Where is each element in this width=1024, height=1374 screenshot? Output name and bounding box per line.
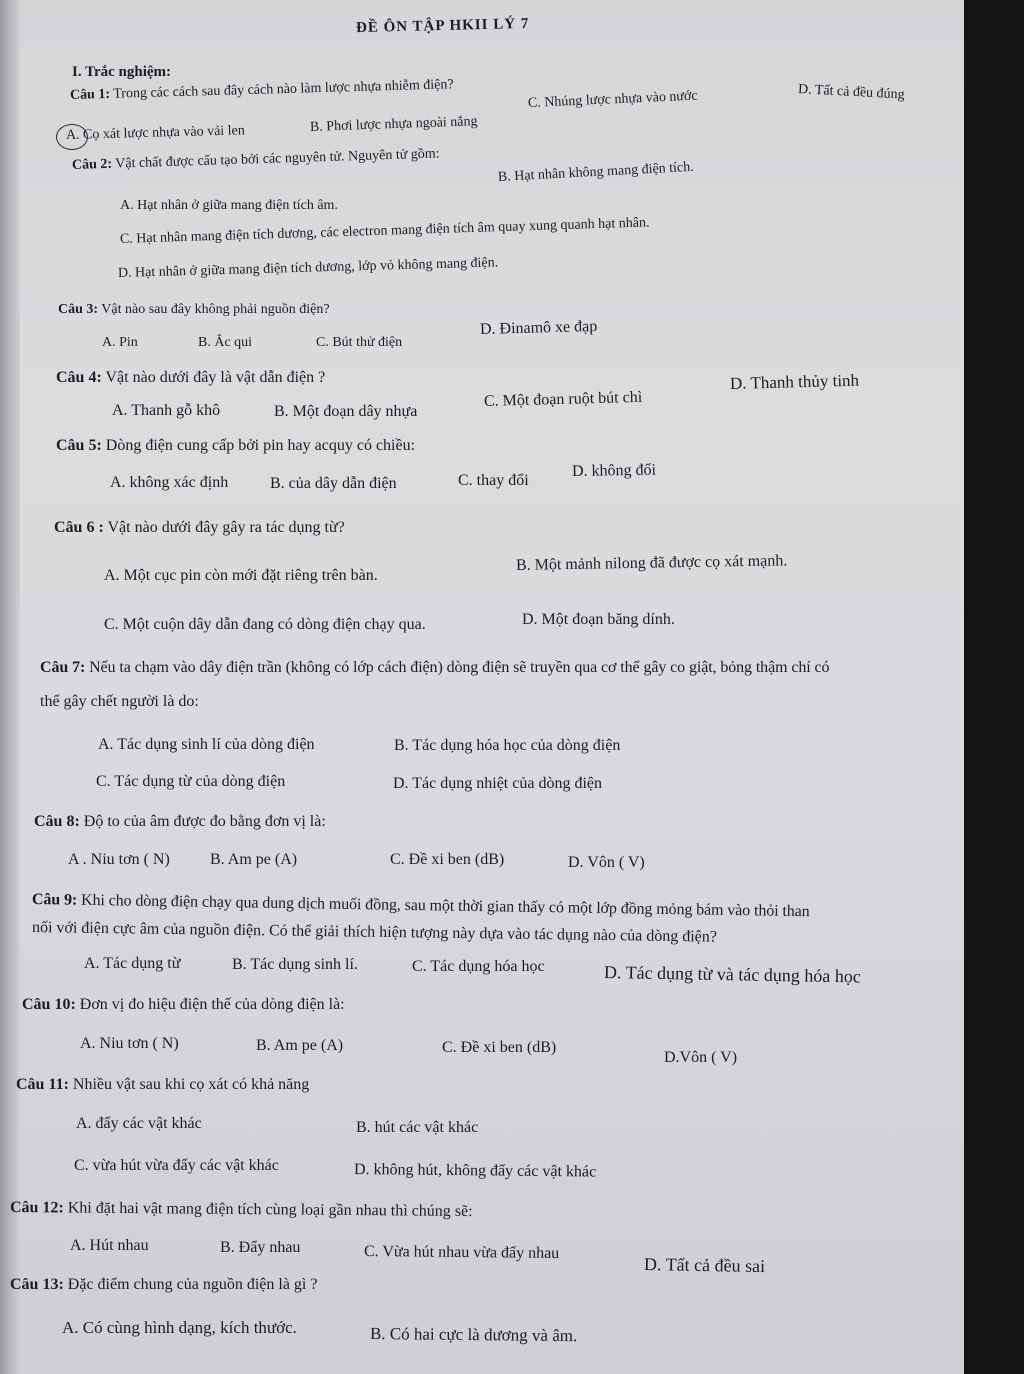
q10-option-d: D.Vôn ( V) <box>664 1049 738 1066</box>
q6-option-c: C. Một cuộn dây dẫn đang có dòng điện chạy qua. <box>104 616 426 633</box>
q12-option-c: C. Vừa hút nhau vừa đẩy nhau <box>363 1243 560 1263</box>
exam-title: ĐỀ ÔN TẬP HKII LÝ 7 <box>355 15 530 37</box>
question-1: Câu 1: Trong các cách sau đây cách nào làm lược nhựa nhiễm điện? <box>69 77 454 103</box>
question-7-continued: thể gây chết người là do: <box>40 693 199 710</box>
q4-option-c: C. Một đoạn ruột bút chì <box>483 388 643 410</box>
q9-option-a: A. Tác dụng từ <box>84 955 181 972</box>
question-7: Câu 7: Nếu ta chạm vào dây điện trần (không có lớp cách điện) dòng điện sẽ truyền qua cơ thể gây co giật, bỏng thậm chí có <box>40 659 830 676</box>
section-heading: I. Trắc nghiệm: <box>72 64 172 80</box>
q1-option-c: C. Nhúng lược nhựa vào nước <box>527 88 698 111</box>
question-3: Câu 3: Vật nào sau đây không phải nguồn điện? <box>58 302 330 317</box>
question-11: Câu 11: Nhiều vật sau khi cọ xát có khả năng <box>16 1076 310 1093</box>
q1-option-b: B. Phơi lược nhựa ngoài nắng <box>309 114 478 135</box>
q7-option-a: A. Tác dụng sinh lí của dòng điện <box>98 736 315 753</box>
q8-option-a: A . Niu tơn ( N) <box>68 851 170 868</box>
q9-option-b: B. Tác dụng sinh lí. <box>232 956 358 973</box>
q5-option-a: A. không xác định <box>110 474 229 491</box>
question-5: Câu 5: Dòng điện cung cấp bởi pin hay acquy có chiều: <box>56 437 416 454</box>
q7-option-c: C. Tác dụng từ của dòng điện <box>96 773 286 790</box>
q10-option-b: B. Am pe (A) <box>256 1037 344 1054</box>
question-9: Câu 9: Khi cho dòng điện chạy qua dung dịch muối đồng, sau một thời gian thấy có một lớp đồng mỏng bám vào thỏi than <box>31 891 810 921</box>
q8-option-b: B. Am pe (A) <box>210 851 298 868</box>
q6-option-a: A. Một cục pin còn mới đặt riêng trên bàn. <box>104 567 378 584</box>
q2-option-c: C. Hạt nhân mang điện tích dương, các electron mang điện tích âm quay xung quanh hạt nhân. <box>119 215 650 247</box>
q7-option-b: B. Tác dụng hóa học của dòng điện <box>394 737 621 754</box>
question-2: Câu 2: Vật chất được cấu tạo bởi các nguyên tử. Nguyên tử gồm: <box>71 146 440 173</box>
q11-option-a: A. đẩy các vật khác <box>76 1115 202 1132</box>
question-9-continued: nối với điện cực âm của nguồn điện. Có thể giải thích hiện tượng này dựa vào tác dụng nào của dòng điện? <box>31 919 718 946</box>
paper-edge-shadow <box>0 0 20 1374</box>
q4-option-a: A. Thanh gỗ khô <box>112 402 221 419</box>
q3-option-b: B. Ắc qui <box>198 335 253 350</box>
q10-option-c: C. Đề xi ben (dB) <box>442 1039 557 1056</box>
q3-option-a: A. Pin <box>102 335 138 350</box>
q10-option-a: A. Niu tơn ( N) <box>80 1035 179 1052</box>
q9-option-d: D. Tác dụng từ và tác dụng hóa học <box>603 962 861 987</box>
q7-option-d: D. Tác dụng nhiệt của dòng điện <box>393 775 602 792</box>
q8-option-d: D. Vôn ( V) <box>568 854 645 871</box>
q1-option-d: D. Tất cả đều đúng <box>797 82 905 103</box>
q9-option-c: C. Tác dụng hóa học <box>412 958 545 975</box>
question-13: Câu 13: Đặc điểm chung của nguồn điện là gì ? <box>10 1276 318 1293</box>
q11-option-d: D. không hút, không đẩy các vật khác <box>353 1161 597 1181</box>
question-8: Câu 8: Độ to của âm được đo bằng đơn vị là: <box>34 813 326 830</box>
question-4: Câu 4: Vật nào dưới đây là vật dẫn điện ? <box>56 369 326 386</box>
question-6: Câu 6 : Vật nào dưới đây gây ra tác dụng từ? <box>54 519 345 536</box>
q2-option-b: B. Hạt nhân không mang điện tích. <box>497 159 695 185</box>
q5-option-b: B. của dây dẫn điện <box>270 475 397 492</box>
q5-option-c: C. thay đổi <box>458 472 529 489</box>
q5-option-d: D. không đổi <box>571 461 657 480</box>
q2-option-a: A. Hạt nhân ở giữa mang điện tích âm. <box>120 198 338 213</box>
q11-option-c: C. vừa hút vừa đẩy các vật khác <box>74 1157 279 1174</box>
q1-option-a: A. Cọ xát lược nhựa vào vải len <box>65 123 245 143</box>
q6-option-b: B. Một mảnh nilong đã được cọ xát mạnh. <box>515 552 788 574</box>
q6-option-d: D. Một đoạn băng dính. <box>522 611 675 628</box>
q13-option-a: A. Có cùng hình dạng, kích thước. <box>62 1318 297 1337</box>
question-12: Câu 12: Khi đặt hai vật mang điện tích cùng loại gần nhau thì chúng sẽ: <box>9 1199 473 1221</box>
q4-option-b: B. Một đoạn dây nhựa <box>274 403 418 420</box>
q12-option-a: A. Hút nhau <box>70 1237 149 1254</box>
q3-option-d: D. Đinamô xe đạp <box>479 317 598 338</box>
q8-option-c: C. Đề xi ben (dB) <box>390 851 505 868</box>
q13-option-b: B. Có hai cực là dương và âm. <box>369 1324 578 1346</box>
question-10: Câu 10: Đơn vị đo hiệu điện thế của dòng điện là: <box>22 996 345 1013</box>
q12-option-d: D. Tất cả đều sai <box>643 1254 766 1277</box>
q4-option-d: D. Thanh thủy tinh <box>729 370 860 393</box>
q3-option-c: C. Bút thử điện <box>316 335 403 350</box>
q12-option-b: B. Đẩy nhau <box>220 1239 301 1256</box>
q11-option-b: B. hút các vật khác <box>356 1119 479 1136</box>
q2-option-d: D. Hạt nhân ở giữa mang điện tích dương, lớp vỏ không mang điện. <box>117 255 499 281</box>
